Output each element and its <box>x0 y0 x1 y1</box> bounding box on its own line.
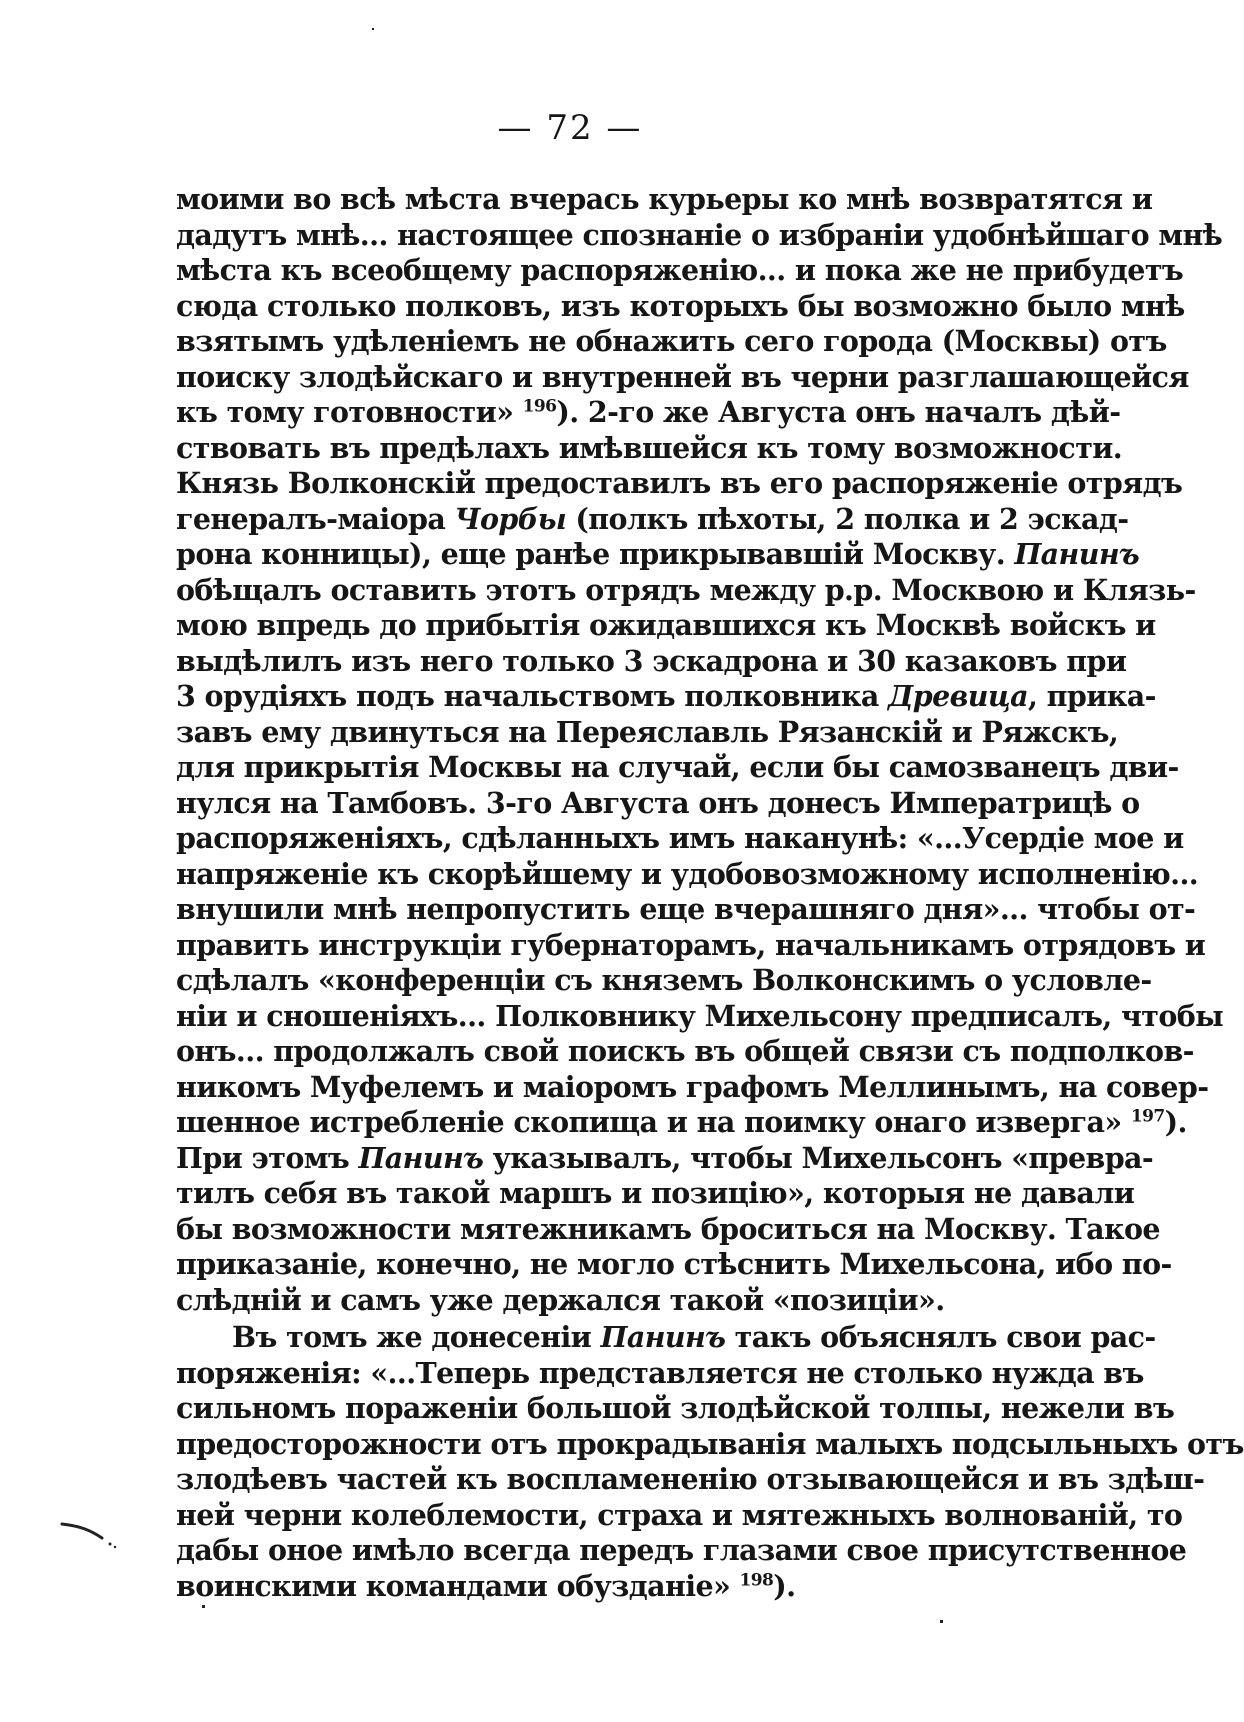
text-line: обѣщалъ оставить этотъ отрядъ между р.р. Москвою и Клязь- <box>176 572 1196 607</box>
text-line: распоряженіяхъ, сдѣланныхъ имъ наканунѣ: «...Усердіе мое и <box>176 821 1184 855</box>
text-line: При этомъ Панинъ указывалъ, чтобы Михельсонъ «превра- <box>176 1140 1154 1175</box>
body-text <box>176 182 1244 1604</box>
text-line: ствовать въ предѣлахъ имѣвшейся къ тому возможности. <box>176 430 1123 465</box>
text-line: нулся на Тамбовъ. 3-го Августа онъ донесъ Императрицѣ о <box>176 785 1140 820</box>
text-line: мѣста къ всеобщему распоряженію... и пока же не прибудетъ <box>176 253 1184 287</box>
text-line: 3 орудіяхъ подъ начальствомъ полковника Древица, прика- <box>176 679 1156 713</box>
scan-speck <box>940 1620 943 1623</box>
text-line: ней черни колеблемости, страха и мятежныхъ волнованій, то <box>176 1497 1183 1532</box>
text-line: ніи и сношеніяхъ... Полковнику Михельсону предписалъ, чтобы <box>176 998 1224 1033</box>
italic-name: Панинъ <box>1014 537 1140 571</box>
text-line: шенное истребленіе скопища и на поимку онаго изверга» $^{197}$). <box>176 1105 1187 1139</box>
text-line: моими во всѣ мѣста вчерась курьеры ко мнѣ возвратятся и <box>176 182 1153 216</box>
text-line: поиску злодѣйскаго и внутренней въ черни разглашающейся <box>176 359 1189 394</box>
text-line: внушили мнѣ непропустить еще вчерашняго дня»... чтобы от- <box>176 892 1196 926</box>
text-line: Князь Волконскій предоставилъ въ его распоряженіе отрядъ <box>176 466 1183 500</box>
text-line: дадутъ мнѣ... настоящее спознаніе о избраніи удобнѣйшаго мнѣ <box>176 217 1223 252</box>
text-line: генералъ-маіора Чорбы (полкъ пѣхоты, 2 полка и 2 эскад- <box>176 501 1129 536</box>
page-number: — 72 — <box>497 108 643 148</box>
text-line: поряженія: «...Теперь представляется не столько нужда въ <box>176 1355 1144 1390</box>
text-line: злодѣевъ частей къ воспламененію отзывающейся и въ здѣш- <box>176 1462 1205 1496</box>
text-line: Въ томъ же донесеніи Панинъ такъ объяснялъ свои рас- <box>232 1320 1156 1354</box>
text-line: тилъ себя въ такой маршъ и позицію», которыя не давали <box>176 1176 1135 1210</box>
scan-mark <box>60 1520 130 1560</box>
text-line: для прикрытія Москвы на случай, если бы самозванецъ дви- <box>176 750 1179 784</box>
italic-name: Древица <box>888 679 1029 713</box>
italic-name: Панинъ <box>600 1320 726 1354</box>
text-line: выдѣлилъ изъ него только 3 эскадрона и 30 казаковъ при <box>176 643 1127 678</box>
text-line: слѣдній и самъ уже держался такой «позиціи». <box>176 1282 945 1317</box>
text-line: завъ ему двинуться на Переяславль Рязанскій и Ряжскъ, <box>176 714 1119 749</box>
text-line: предосторожности отъ прокрадыванія малыхъ подсыльныхъ отъ <box>176 1426 1244 1461</box>
text-line: напряженіе къ скорѣйшему и удобовозможному исполненію... <box>176 856 1199 891</box>
scan-speck <box>202 1605 205 1608</box>
text-line: мою впредь до прибытія ожидавшихся къ Москвѣ войскъ и <box>176 608 1156 642</box>
paragraph-1 <box>176 182 1224 1318</box>
text-line: бы возможности мятежникамъ броситься на Москву. Такое <box>176 1211 1160 1246</box>
text-line: взятымъ удѣленіемъ не обнажить сего города (Москвы) отъ <box>176 324 1167 358</box>
footnote-ref: 196 <box>522 396 557 417</box>
text-line: рона конницы), еще ранѣе прикрывавшій Москву. Панинъ <box>176 537 1140 571</box>
text-line: дабы оное имѣло всегда передъ глазами свое присутственное <box>176 1533 1187 1567</box>
text-line: сдѣлалъ «конференціи съ княземъ Волконскимъ о условле- <box>176 963 1152 997</box>
italic-name: Чорбы <box>454 501 567 536</box>
text-line: сильномъ пораженіи большой злодѣйской толпы, нежели въ <box>176 1391 1175 1425</box>
text-line: править инструкціи губернаторамъ, начальникамъ отрядовъ и <box>176 927 1206 962</box>
scan-speck <box>372 28 374 30</box>
footnote-ref: 197 <box>1130 1106 1165 1127</box>
text-line: приказаніе, конечно, не могло стѣснить Михельсона, ибо по- <box>176 1247 1172 1281</box>
paragraph-2 <box>176 1320 1244 1604</box>
text-line: онъ... продолжалъ свой поискъ въ общей связи съ подполков- <box>176 1034 1194 1068</box>
text-line: воинскими командами обузданіе» $^{198}$). <box>176 1568 796 1603</box>
footnote-ref: 198 <box>739 1570 774 1590</box>
italic-name: Панинъ <box>358 1140 484 1175</box>
text-line: къ тому готовности» $^{196}$). 2-го же Августа онъ началъ дѣй- <box>176 395 1121 429</box>
text-line: сюда столько полковъ, изъ которыхъ бы возможно было мнѣ <box>176 288 1185 323</box>
text-line: никомъ Муфелемъ и маіоромъ графомъ Меллинымъ, на совер- <box>176 1069 1209 1104</box>
